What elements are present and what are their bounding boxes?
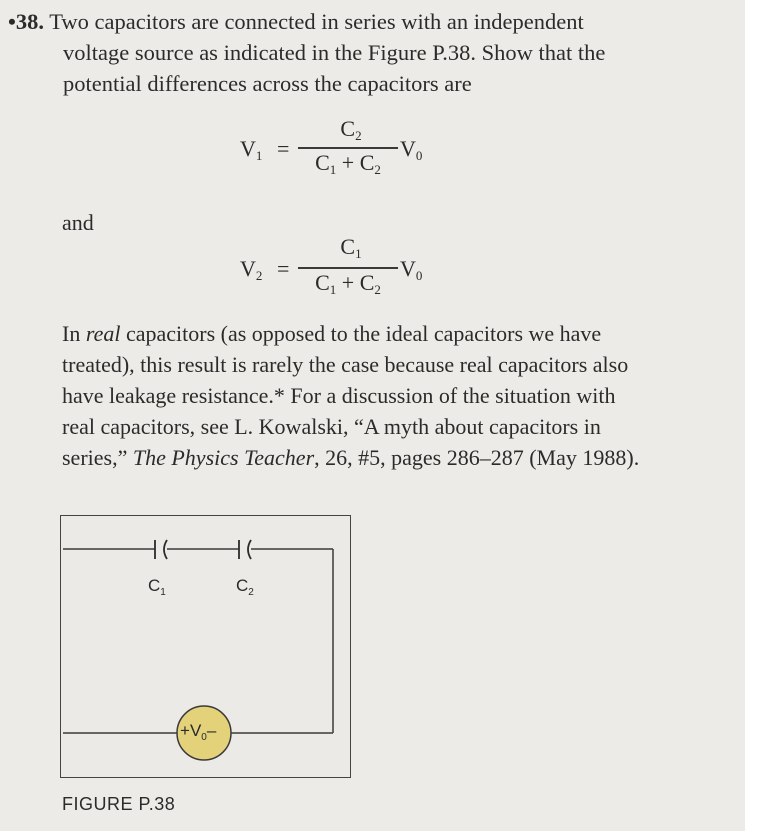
equation-v2-denominator: $C_1 + C_2$ <box>315 270 381 297</box>
capacitor-c2-label: $C_2$ <box>236 576 254 598</box>
problem-line-2: voltage source as indicated in the Figure P.38. Show that the <box>63 40 606 65</box>
equation-v2-equals: = <box>277 256 290 281</box>
equation-v1-equals: = <box>277 136 290 161</box>
equation-v1-v0: $V_0$ <box>400 136 423 163</box>
capacitor-c1-label: $C_1$ <box>148 576 166 598</box>
equation-v1-fraction-bar <box>298 147 398 149</box>
and-word: and <box>62 210 94 235</box>
equation-v1-numerator: $C_2$ <box>340 116 362 143</box>
paragraph-line-2: treated), this result is rarely the case because real capacitors also <box>62 352 629 377</box>
capacitor-c2 <box>239 540 251 559</box>
paragraph-line-5: series,” The Physics Teacher, 26, #5, pages 286–287 (May 1988). <box>62 445 640 470</box>
paragraph-line-3: have leakage resistance.* For a discussion of the situation with <box>62 383 616 408</box>
circuit-wires <box>63 549 333 733</box>
capacitor-c1 <box>155 540 167 559</box>
body-paragraph <box>62 318 667 473</box>
problem-bullet: • <box>8 9 16 34</box>
voltage-source-label: $+V_0-$ <box>180 721 217 743</box>
equation-v2-numerator: $C_1$ <box>340 234 362 261</box>
figure-p38 <box>60 515 351 778</box>
equation-v1-denominator: $C_1 + C_2$ <box>315 150 381 177</box>
equation-v2-v0: $V_0$ <box>400 256 423 283</box>
problem-line-3: potential differences across the capacitors are <box>63 71 472 96</box>
problem-line-1: Two capacitors are connected in series with an independent <box>49 9 584 34</box>
equation-v2-fraction-bar <box>298 267 398 269</box>
equation-v2-lhs: $V_2$ <box>240 256 263 283</box>
paragraph-line-1: In real capacitors (as opposed to the ideal capacitors we have <box>62 321 602 346</box>
problem-number: 38. <box>15 9 45 34</box>
problem-statement <box>8 6 688 99</box>
paragraph-line-4: real capacitors, see L. Kowalski, “A myth about capacitors in <box>62 414 601 439</box>
figure-caption: FIGURE P.38 <box>62 794 176 814</box>
equation-v1-lhs: $V_1$ <box>240 136 263 163</box>
